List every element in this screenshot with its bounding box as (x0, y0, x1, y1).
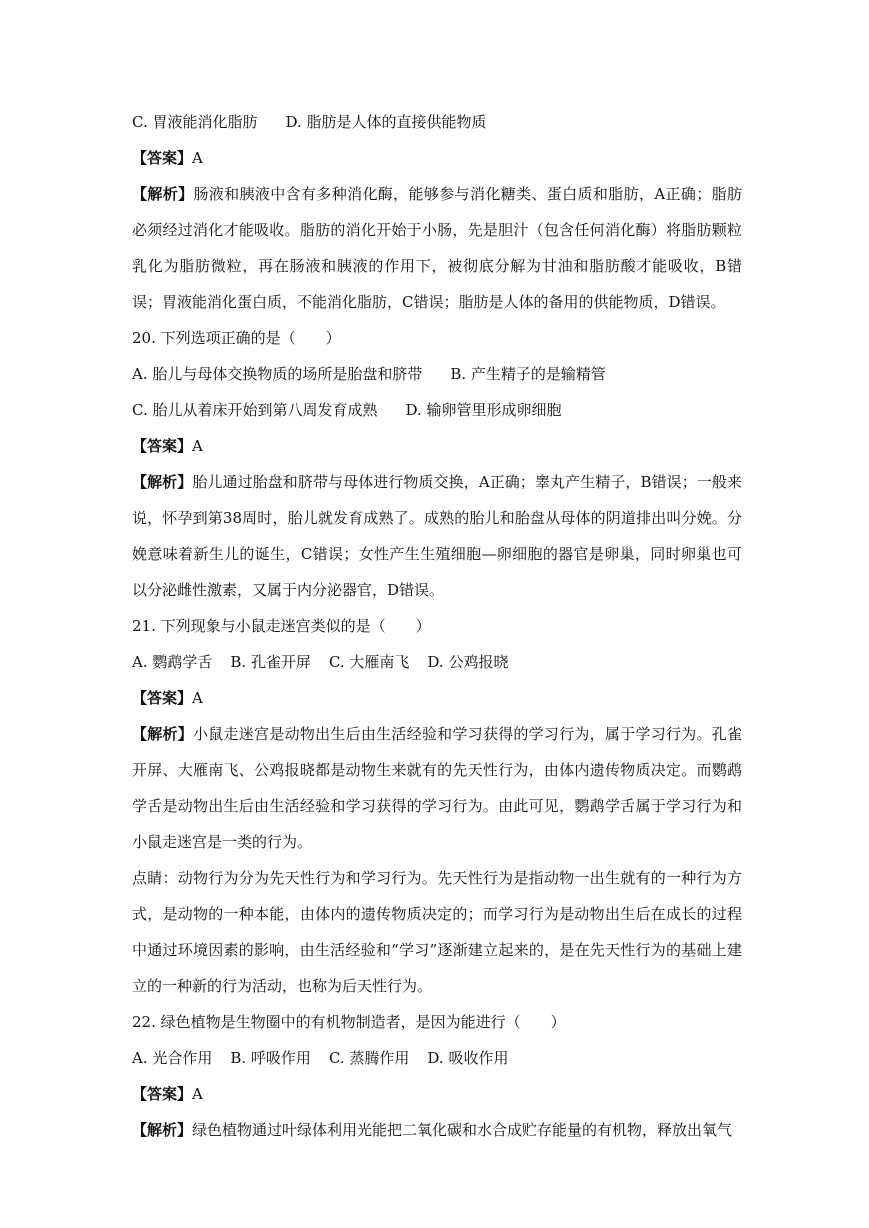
analysis-text: 胎儿通过胎盘和脐带与母体进行物质交换，A正确；睾丸产生精子，B错误；一般来说，怀孕到第38周时，胎儿就发育成熟了。成熟的胎儿和胎盘从母体的阴道排出叫分娩。分娩意味着新生儿的诞生，C错误；女性产生生殖细胞—卵细胞的器官是卵巢，同时卵巢也可以分泌雌性激素，又属于内分泌器官，D错误。 (132, 473, 742, 599)
option-a: A. 胎儿与母体交换物质的场所是胎盘和脐带 (132, 365, 423, 383)
analysis-tag: 【解析】 (132, 1121, 193, 1139)
option-c: C. 胃液能消化脂肪 (132, 113, 258, 131)
document-page (132, 104, 742, 1148)
option-b: B. 产生精子的是输精管 (450, 365, 606, 383)
option-b: B. 孔雀开屏 (230, 653, 311, 671)
option-d: D. 脂肪是人体的直接供能物质 (285, 113, 487, 131)
q20-options-cd (132, 392, 742, 428)
analysis-text: 肠液和胰液中含有多种消化酶，能够参与消化糖类、蛋白质和脂肪，A正确；脂肪必须经过消化才能吸收。脂肪的消化开始于小肠，先是胆汁（包含任何消化酶）将脂肪颗粒乳化为脂肪微粒，再在肠液和胰液的作用下，被彻底分解为甘油和脂肪酸才能吸收，B错误；胃液能消化蛋白质，不能消化脂肪，C错误；脂肪是人体的备用的供能物质，D错误。 (132, 185, 742, 311)
q20-options-ab (132, 356, 742, 392)
option-c: C. 大雁南飞 (328, 653, 410, 671)
answer-tag: 【答案】 (132, 437, 193, 455)
q22-options (132, 1040, 742, 1076)
q21-question: 21. 下列现象与小鼠走迷宫类似的是（ ） (132, 617, 431, 635)
q21-answer (132, 680, 742, 716)
q22-answer (132, 1076, 742, 1112)
analysis-text: 绿色植物通过叶绿体利用光能把二氧化碳和水合成贮存能量的有机物，释放出氧气 (192, 1121, 733, 1139)
q21-options (132, 644, 742, 680)
analysis-text: 小鼠走迷宫是动物出生后由生活经验和学习获得的学习行为，属于学习行为。孔雀开屏、大雁南飞、公鸡报晓都是动物生来就有的先天性行为，由体内遗传物质决定。而鹦鹉学舌是动物出生后由生活经验和学习获得的学习行为。由此可见，鹦鹉学舌属于学习行为和小鼠走迷宫是一类的行为。 (132, 725, 742, 851)
q21-analysis (132, 716, 742, 860)
analysis-tag: 【解析】 (132, 185, 194, 203)
answer-value: A (192, 1085, 203, 1103)
option-b: B. 呼吸作用 (230, 1049, 311, 1067)
option-c: C. 胎儿从着床开始到第八周发育成熟 (132, 401, 378, 419)
option-a: A. 鹦鹉学舌 (132, 653, 213, 671)
q20-analysis (132, 464, 742, 608)
q20-question: 20. 下列选项正确的是（ ） (132, 329, 341, 347)
answer-value: A (192, 149, 203, 167)
q22-analysis (132, 1112, 742, 1148)
option-d: D. 公鸡报晓 (427, 653, 509, 671)
answer-value: A (192, 689, 203, 707)
option-a: A. 光合作用 (132, 1049, 213, 1067)
q19-answer (132, 140, 742, 176)
option-d: D. 输卵管里形成卵细胞 (405, 401, 562, 419)
q19-options-cd (132, 104, 742, 140)
q20-answer (132, 428, 742, 464)
answer-tag: 【答案】 (132, 1085, 193, 1103)
q21-note: 点睛：动物行为分为先天性行为和学习行为。先天性行为是指动物一出生就有的一种行为方式，是动物的一种本能，由体内的遗传物质决定的；而学习行为是动物出生后在成长的过程中通过环境因素的影响，由生活经验和“学习”逐渐建立起来的，是在先天性行为的基础上建立的一种新的行为活动，也称为后天性行为。 (132, 869, 742, 995)
answer-tag: 【答案】 (132, 689, 193, 707)
q22-question: 22. 绿色植物是生物圈中的有机物制造者，是因为能进行（ ） (132, 1013, 566, 1031)
option-d: D. 吸收作用 (427, 1049, 509, 1067)
option-c: C. 蒸腾作用 (328, 1049, 410, 1067)
answer-tag: 【答案】 (132, 149, 193, 167)
answer-value: A (192, 437, 203, 455)
analysis-tag: 【解析】 (132, 473, 193, 491)
analysis-tag: 【解析】 (132, 725, 194, 743)
q19-analysis (132, 176, 742, 320)
